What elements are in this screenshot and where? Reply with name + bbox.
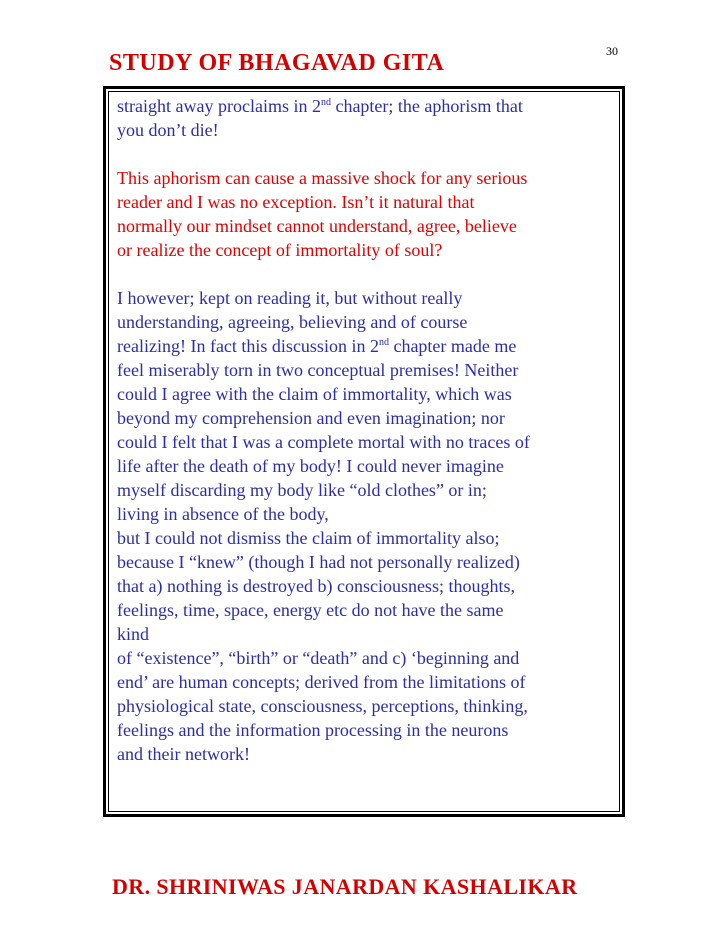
paragraph-3-line: beyond my comprehension and even imagination; nor: [117, 408, 505, 428]
paragraph-3-line: myself discarding my body like “old clothes” or in;: [117, 480, 487, 500]
paragraph-3-line: end’ are human concepts; derived from the limitations of: [117, 672, 526, 692]
paragraph-3-line: physiological state, consciousness, perceptions, thinking,: [117, 696, 528, 716]
paragraph-3-line: could I felt that I was a complete mortal with no traces of: [117, 432, 530, 452]
paragraph-3-line: because I “knew” (though I had not personally realized): [117, 552, 520, 572]
paragraph-3-line: understanding, agreeing, believing and of course: [117, 312, 468, 332]
paragraph-2: [117, 166, 623, 262]
text-run: realizing! In fact this discussion in 2: [117, 336, 379, 356]
content-body: [117, 94, 623, 766]
footer-author: DR. SHRINIWAS JANARDAN KASHALIKAR: [112, 874, 578, 899]
superscript: nd: [320, 97, 331, 108]
paragraph-1-line-2: you don’t die!: [117, 120, 219, 140]
page-header-title: STUDY OF BHAGAVAD GITA: [109, 50, 445, 76]
paragraph-2-line: or realize the concept of immortality of soul?: [117, 240, 443, 260]
paragraph-3-line: feel miserably torn in two conceptual premises! Neither: [117, 360, 519, 380]
paragraph-3-line: feelings, time, space, energy etc do not have the same: [117, 600, 504, 620]
paragraph-1: [117, 94, 623, 142]
paragraph-3: [117, 286, 623, 766]
paragraph-gap: [117, 142, 623, 166]
paragraph-3-line: [117, 336, 516, 356]
paragraph-3-line: kind: [117, 624, 150, 644]
superscript: nd: [378, 337, 389, 348]
paragraph-3-line: but I could not dismiss the claim of immortality also;: [117, 528, 500, 548]
paragraph-3-line: life after the death of my body! I could never imagine: [117, 456, 504, 476]
paragraph-3-line: that a) nothing is destroyed b) consciousness; thoughts,: [117, 576, 515, 596]
paragraph-3-line: and their network!: [117, 744, 250, 764]
paragraph-gap: [117, 262, 623, 286]
paragraph-3-line: of “existence”, “birth” or “death” and c) ‘beginning and: [117, 648, 520, 668]
paragraph-1-line-1: [117, 96, 523, 116]
text-run: chapter made me: [388, 336, 517, 356]
text-run: straight away proclaims in 2: [117, 96, 321, 116]
paragraph-3-line: I however; kept on reading it, but without really: [117, 288, 463, 308]
text-run: chapter; the aphorism that: [330, 96, 523, 116]
paragraph-3-line: could I agree with the claim of immortality, which was: [117, 384, 512, 404]
page-number: 30: [606, 44, 618, 58]
paragraph-2-line: reader and I was no exception. Isn’t it natural that: [117, 192, 475, 212]
paragraph-2-line: normally our mindset cannot understand, agree, believe: [117, 216, 517, 236]
paragraph-3-line: feelings and the information processing in the neurons: [117, 720, 509, 740]
paragraph-3-line: living in absence of the body,: [117, 504, 329, 524]
paragraph-2-line: This aphorism can cause a massive shock for any serious: [117, 168, 528, 188]
